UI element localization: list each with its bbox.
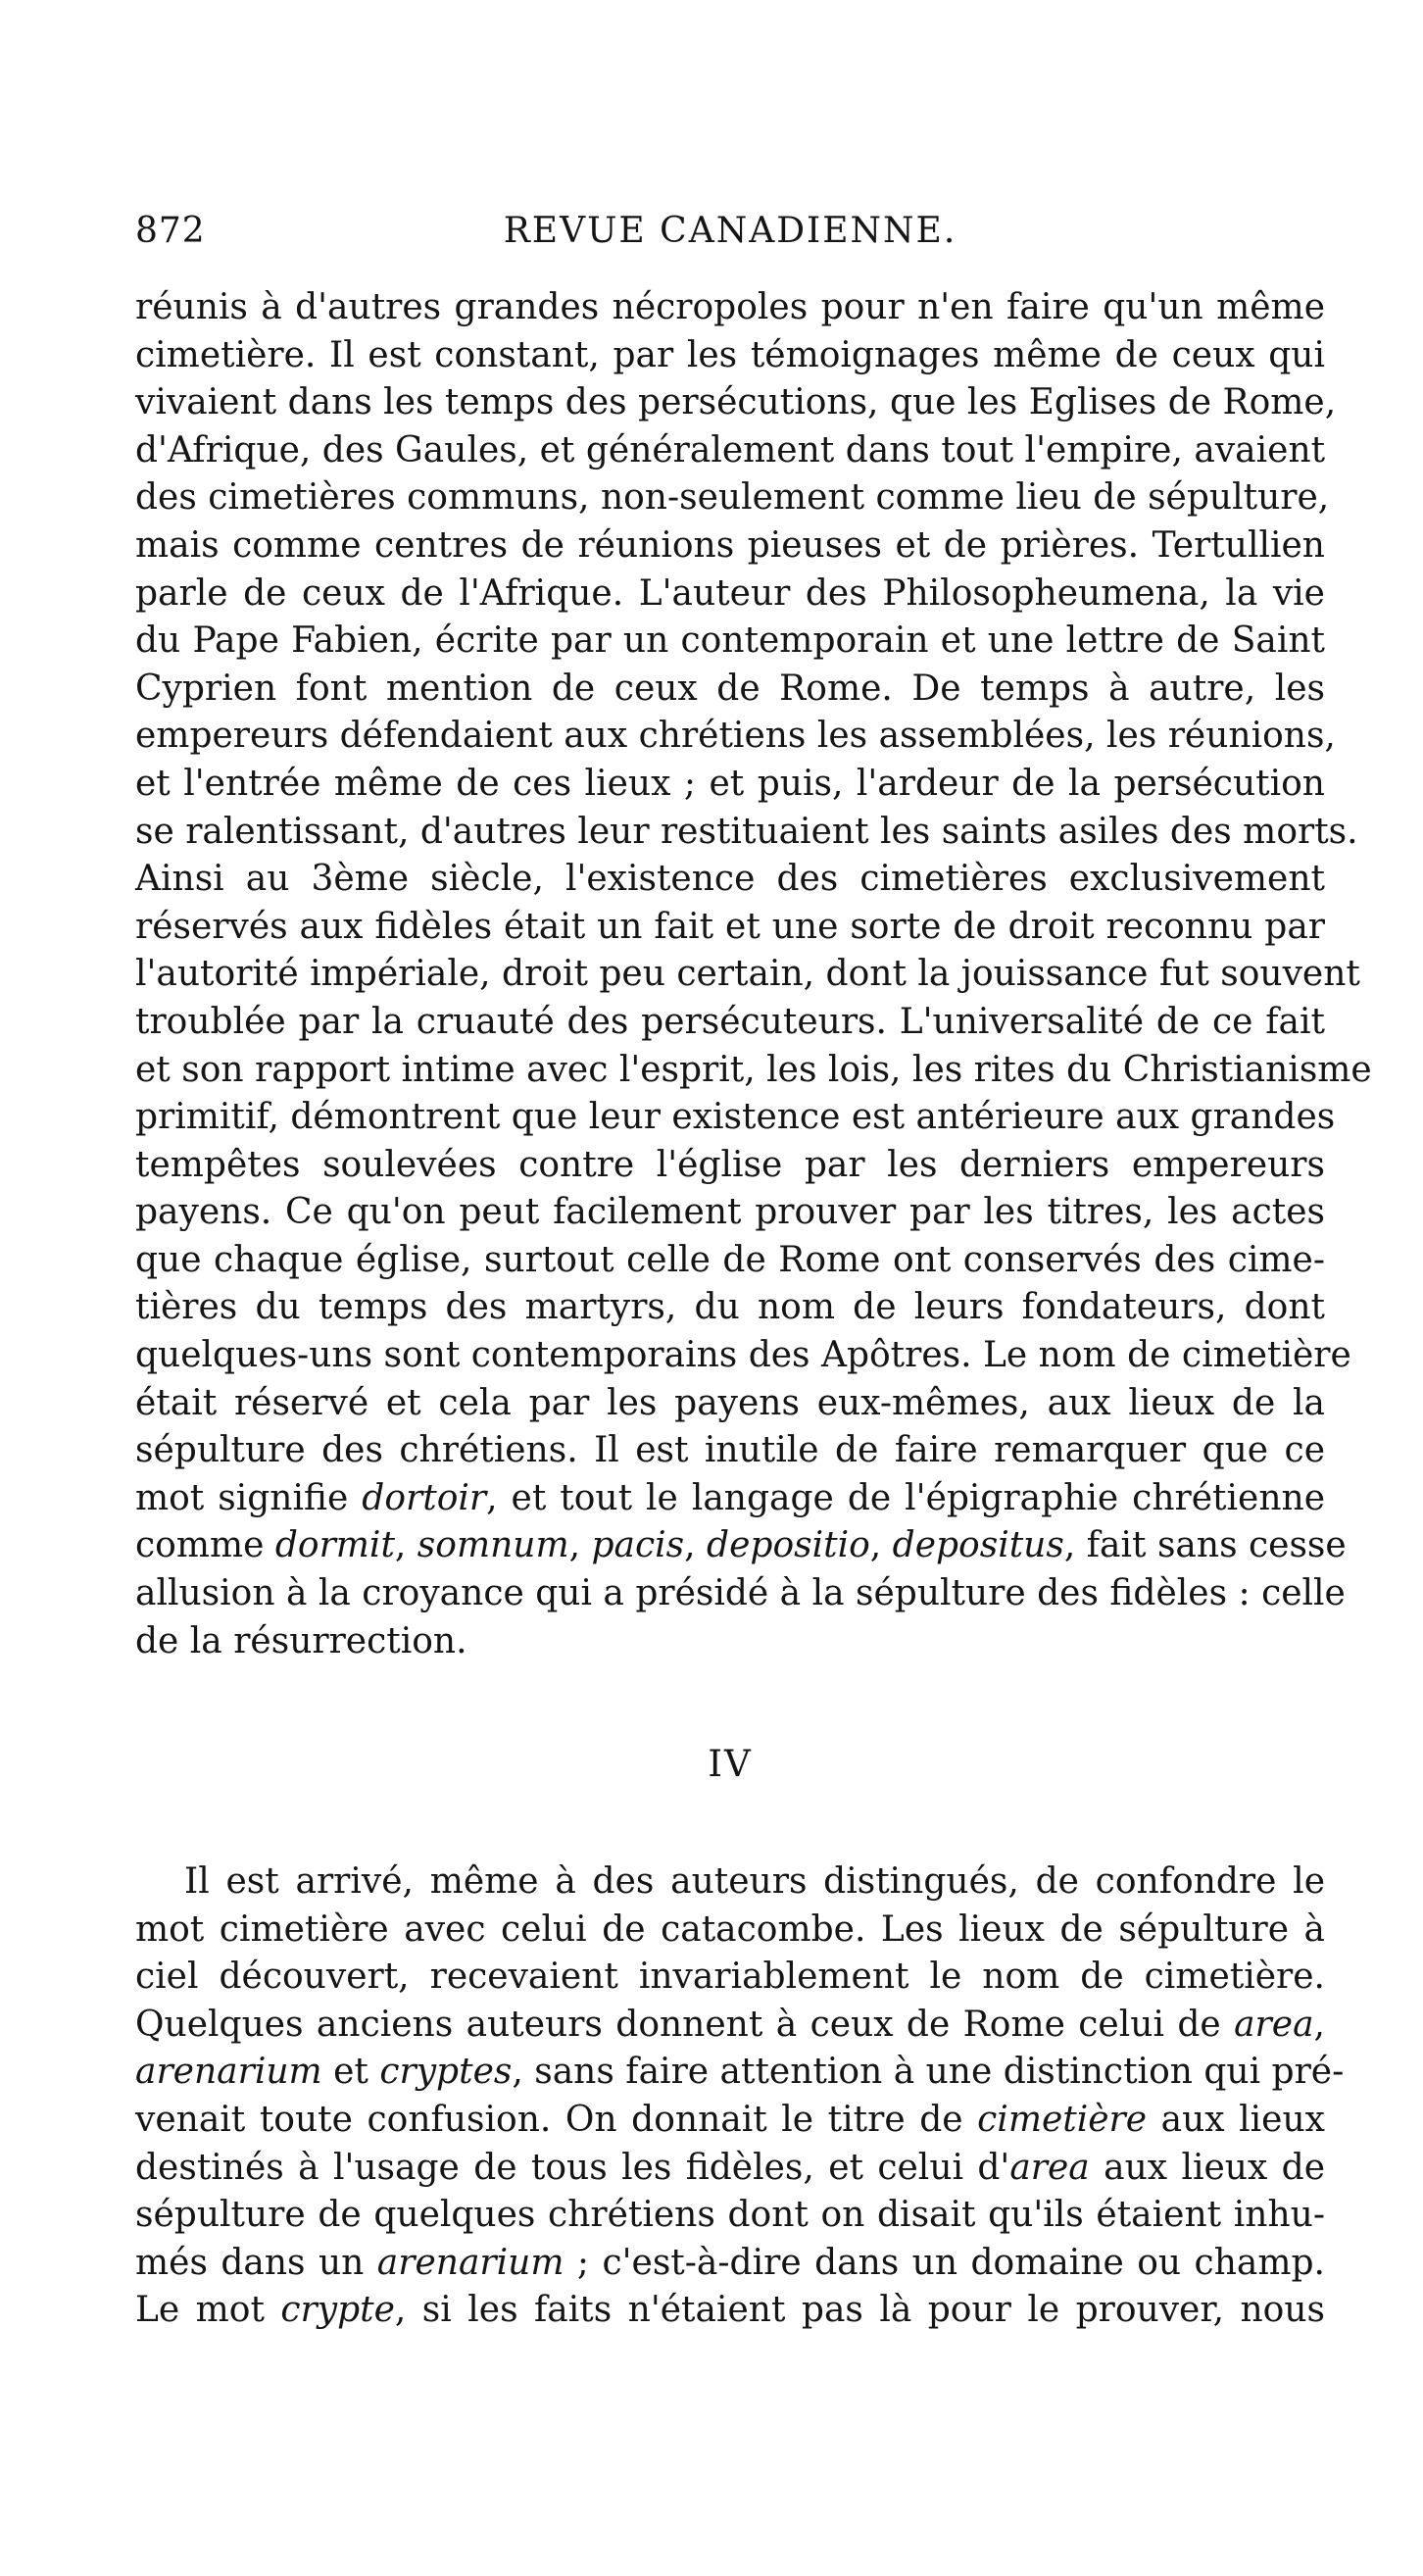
text-line: [135, 2145, 1325, 2193]
text-line: et l'entrée même de ces lieux ; et puis, l'ardeur de la persécution: [135, 763, 1325, 804]
text-line: mais comme centres de réunions pieuses et de prières. Tertullien: [135, 524, 1325, 566]
text-line: que chaque église, surtout celle de Rome ont conservés des cime-: [135, 1239, 1325, 1280]
italic-term: dortoir: [362, 1477, 487, 1518]
italic-term: cimetière: [977, 2099, 1148, 2140]
text-line: [135, 2287, 1325, 2335]
text-line: [135, 1475, 1325, 1523]
italic-term: crypte: [280, 2290, 395, 2331]
text-line: l'autorité impériale, droit peu certain, dont la jouissance fut souvent: [135, 954, 1360, 995]
text-line: tières du temps des martyrs, du nom de leurs fondateurs, dont: [135, 1287, 1325, 1328]
text-line: de la résurrection.: [135, 1620, 467, 1661]
text-line: réservés aux fidèles était un fait et une sorte de droit reconnu par: [135, 906, 1325, 947]
text-run: , et tout le langage de l'épigraphie chrétienne: [486, 1477, 1325, 1518]
text-line: [135, 2240, 1325, 2288]
italic-term: arenarium: [135, 2052, 322, 2093]
paragraph-2: [135, 1858, 1345, 2335]
text-line: était réservé et cela par les payens eux-mêmes, aux lieux de la: [135, 1382, 1325, 1423]
text-run: mot signifie: [135, 1477, 363, 1518]
text-run: , si les faits n'étaient pas là pour le prouver, nous: [394, 2290, 1325, 2331]
text-line: réunis à d'autres grandes nécropoles pour n'en faire qu'un même: [135, 287, 1325, 327]
text-line: [135, 2097, 1325, 2145]
text-line: Ainsi au 3ème siècle, l'existence des cimetières exclusivement: [135, 859, 1325, 900]
text-run: destinés à l'usage de tous les fidèles, et celui d': [135, 2147, 1010, 2188]
paragraph-1: [135, 284, 1372, 1665]
section-heading: IV: [708, 1743, 753, 1785]
text-line: mot cimetière avec celui de catacombe. Les lieux de sépulture à: [135, 1908, 1325, 1950]
text-line: allusion à la croyance qui a présidé à la sépulture des fidèles : celle: [135, 1573, 1346, 1614]
text-run: venait toute confusion. On donnait le titre de: [135, 2099, 978, 2140]
text-line: tempêtes soulevées contre l'église par les derniers empereurs: [135, 1144, 1325, 1185]
italic-term: somnum: [417, 1525, 569, 1566]
text-run: et: [321, 2052, 380, 2093]
text-run: ,: [394, 1525, 417, 1566]
text-run: comme: [135, 1525, 275, 1566]
text-run: aux lieux de: [1089, 2147, 1325, 2188]
text-line: primitif, démontrent que leur existence est antérieure aux grandes: [135, 1097, 1336, 1138]
text-line: cimetière. Il est constant, par les témoignages même de ceux qui: [135, 334, 1325, 375]
text-run: aux lieux: [1147, 2099, 1325, 2140]
text-line: [135, 1522, 1347, 1570]
italic-term: depositio: [707, 1525, 870, 1566]
text-line: vivaient dans les temps des persécutions, que les Eglises de Rome,: [135, 382, 1337, 423]
text-line: sépulture de quelques chrétiens dont on disait qu'ils étaient inhu-: [135, 2195, 1325, 2236]
italic-term: pacis: [591, 1525, 685, 1566]
text-line: [135, 2049, 1345, 2097]
text-line: troublée par la cruauté des persécuteurs. L'universalité de ce fait: [135, 1001, 1325, 1042]
italic-term: area: [1009, 2147, 1090, 2188]
text-line: payens. Ce qu'on peut facilement prouver par les titres, les actes: [135, 1192, 1325, 1233]
text-line: quelques-uns sont contemporains des Apôtres. Le nom de cimetière: [135, 1335, 1351, 1376]
text-line: se ralentissant, d'autres leur restituaient les saints asiles des morts.: [135, 811, 1358, 852]
text-line: et son rapport intime avec l'esprit, les lois, les rites du Christianisme: [135, 1049, 1372, 1090]
text-line: du Pape Fabien, écrite par un contemporain et une lettre de Saint: [135, 620, 1325, 662]
text-line: empereurs défendaient aux chrétiens les assemblées, les réunions,: [135, 716, 1336, 757]
italic-term: area: [1234, 2004, 1314, 2045]
running-head: [135, 202, 1325, 261]
text-line: [135, 2002, 1325, 2050]
page-number: 872: [135, 211, 206, 251]
text-run: ,: [1313, 2004, 1325, 2045]
italic-term: depositus: [892, 1525, 1064, 1566]
italic-term: dormit: [274, 1525, 395, 1566]
text-run: ,: [568, 1525, 592, 1566]
text-run: ,: [684, 1525, 708, 1566]
text-run: ; c'est-à-dire dans un domaine ou champ.: [564, 2242, 1325, 2283]
text-run: Quelques anciens auteurs donnent à ceux de Rome celui de: [135, 2004, 1235, 2045]
italic-term: cryptes: [379, 2052, 513, 2093]
text-run: , sans faire attention à une distinction qui pré-: [512, 2052, 1345, 2093]
italic-term: arenarium: [376, 2242, 564, 2283]
text-line: Il est arrivé, même à des auteurs distingués, de confondre le: [184, 1861, 1325, 1902]
text-line: d'Afrique, des Gaules, et généralement dans tout l'empire, avaient: [135, 429, 1326, 471]
text-run: més dans un: [135, 2242, 377, 2283]
text-line: des cimetières communs, non-seulement comme lieu de sépulture,: [135, 477, 1330, 519]
text-run: ,: [869, 1525, 893, 1566]
text-line: Cyprien font mention de ceux de Rome. De temps à autre, les: [135, 668, 1325, 709]
text-run: Le mot: [135, 2290, 281, 2331]
text-line: sépulture des chrétiens. Il est inutile de faire remarquer que ce: [135, 1430, 1325, 1471]
text-line: ciel découvert, recevaient invariablement le nom de cimetière.: [135, 1957, 1325, 1998]
text-line: parle de ceux de l'Afrique. L'auteur des Philosopheumena, la vie: [135, 572, 1325, 614]
text-run: , fait sans cesse: [1063, 1525, 1347, 1566]
journal-title: REVUE CANADIENNE.: [503, 211, 957, 251]
